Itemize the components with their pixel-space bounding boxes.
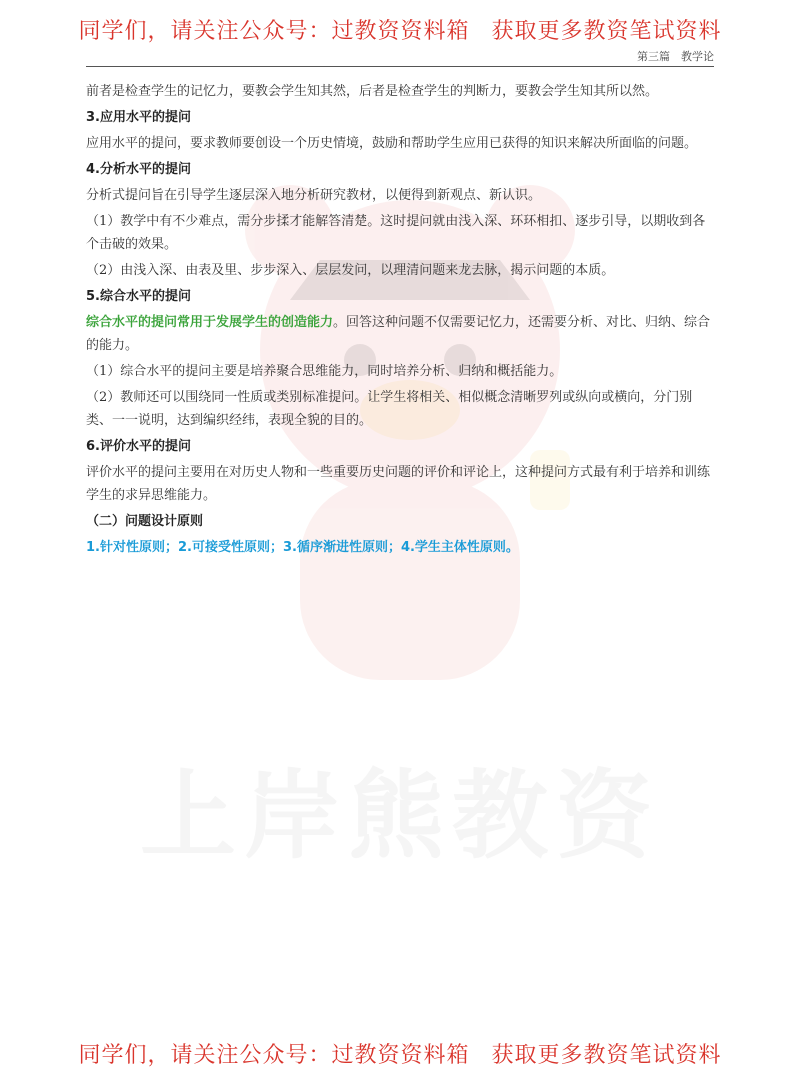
paragraph-synthesis-2: （2）教师还可以围绕同一性质或类别标准提问。让学生将相关、相似概念清晰罗列或纵向或横向，分门别类、一一说明，达到编织经纬，表现全貌的目的。 [86,390,693,428]
paragraph-analysis-1: （1）教学中有不少难点，需分步揉才能解答清楚。这时提问就由浅入深、环环相扣、逐步引导，以期收到各个击破的效果。 [86,214,706,252]
synthesis-rest: 。回答这种问题不仅需要记忆力，还需要分析、对比、归纳、综合的能力。 [86,315,711,353]
principles-list: 1.针对性原则；2.可接受性原则；3.循序渐进性原则；4.学生主体性原则。 [86,540,519,555]
bottom-banner-left: 同学们，请关注公众号：过教资资料箱 [78,1043,470,1068]
running-header: 第三篇 教学论 [637,50,714,63]
heading-analysis-level: 4.分析水平的提问 [86,162,191,177]
bottom-banner-right: 获取更多教资笔试资料 [491,1043,722,1068]
top-banner-left: 同学们，请关注公众号：过教资资料箱 [78,19,470,44]
header-divider [86,66,714,67]
page-body [86,80,714,559]
heading-application-level: 3.应用水平的提问 [86,110,191,125]
top-promo-banner [0,14,800,45]
watermark-text: 上岸熊教资 [140,760,660,872]
paragraph-application: 应用水平的提问，要求教师要创设一个历史情境，鼓励和帮助学生应用已获得的知识来解决所面临的问题。 [86,136,698,151]
paragraph-synthesis [86,311,714,357]
heading-evaluation-level: 6.评价水平的提问 [86,439,191,454]
paragraph-evaluation: 评价水平的提问主要用在对历史人物和一些重要历史问题的评价和评论上，这种提问方式最有利于培养和训练学生的求异思维能力。 [86,465,711,503]
paragraph-analysis-2: （2）由浅入深、由表及里、步步深入、层层发问，以理清问题来龙去脉，揭示问题的本质。 [86,263,615,278]
bottom-promo-banner [0,1038,800,1069]
paragraph-memory: 前者是检查学生的记忆力，要教会学生知其然，后者是检查学生的判断力，要教会学生知其所以然。 [86,84,659,99]
paragraph-analysis-intro: 分析式提问旨在引导学生逐层深入地分析研究教材，以便得到新观点、新认识。 [86,188,542,203]
paragraph-synthesis-1: （1）综合水平的提问主要是培养聚合思维能力，同时培养分析、归纳和概括能力。 [86,364,563,379]
synthesis-highlight: 综合水平的提问常用于发展学生的创造能力 [86,315,334,330]
heading-synthesis-level: 5.综合水平的提问 [86,289,191,304]
heading-design-principles: （二）问题设计原则 [86,514,204,529]
top-banner-right: 获取更多教资笔试资料 [491,19,722,44]
